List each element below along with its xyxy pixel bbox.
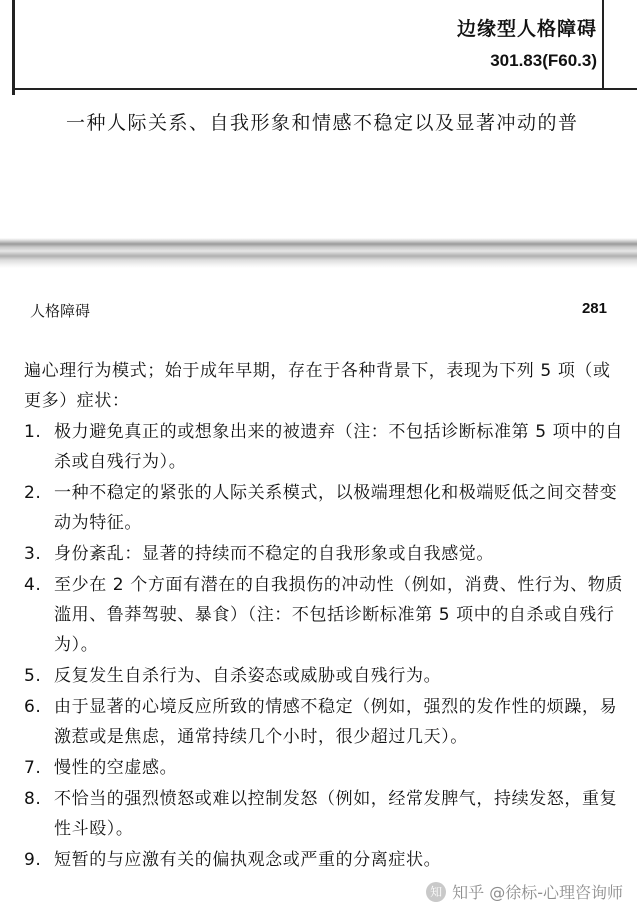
criteria-item-number: 1. xyxy=(24,422,42,442)
intro-text: 一种人际关系、自我形象和情感不稳定以及显著冲动的普 xyxy=(66,112,579,134)
top-page-divider-rule xyxy=(12,88,637,90)
criteria-item xyxy=(24,417,624,477)
watermark-text: 知乎 @徐标-心理咨询师 xyxy=(452,883,623,902)
criteria-item-text: 一种不稳定的紧张的人际关系模式，以极端理想化和极端贬低之间交替变动为特征。 xyxy=(54,483,618,533)
criteria-item-number: 3. xyxy=(24,544,42,564)
criteria-item-text: 至少在 2 个方面有潜在的自我损伤的冲动性（例如，消费、性行为、物质滥用、鲁莽驾驶、暴食）（注：不包括诊断标准第 5 项中的自杀或自残行为）。 xyxy=(54,575,624,655)
top-page-right-rule xyxy=(602,0,604,88)
criteria-item-number: 6. xyxy=(24,697,42,717)
criteria-item-text: 反复发生自杀行为、自杀姿态或威胁或自残行为。 xyxy=(54,666,442,686)
criteria-list xyxy=(24,417,624,875)
criteria-item xyxy=(24,753,624,783)
page-number: 281 xyxy=(581,300,607,317)
continuation-text: 遍心理行为模式；始于成年早期，存在于各种背景下，表现为下列 5 项（或更多）症状： xyxy=(24,361,611,411)
criteria-item-text: 极力避免真正的或想象出来的被遗弃（注：不包括诊断标准第 5 项中的自杀或自残行为）。 xyxy=(54,422,624,472)
running-head: 人格障碍 xyxy=(30,302,91,320)
criteria-item xyxy=(24,661,624,691)
criteria-item xyxy=(24,845,624,875)
criteria-item xyxy=(24,570,624,660)
criteria-item-number: 2. xyxy=(24,483,42,503)
criteria-content xyxy=(24,356,624,875)
criteria-item-text: 身份紊乱：显著的持续而不稳定的自我形象或自我感觉。 xyxy=(54,544,494,564)
criteria-item-text: 不恰当的强烈愤怒或难以控制发怒（例如，经常发脾气，持续发怒，重复性斗殴）。 xyxy=(54,789,618,839)
criteria-item xyxy=(24,478,624,538)
section-title: 边缘型人格障碍 xyxy=(456,18,597,40)
criteria-item-number: 5. xyxy=(24,666,42,686)
zhihu-logo-icon: 知 xyxy=(426,882,446,902)
criteria-item-text: 短暂的与应激有关的偏执观念或严重的分离症状。 xyxy=(54,850,442,870)
criteria-item xyxy=(24,539,624,569)
criteria-item-text: 由于显著的心境反应所致的情感不稳定（例如，强烈的发作性的烦躁，易激惹或是焦虑，通常持续几个小时，很少超过几天）。 xyxy=(54,697,618,747)
criteria-item xyxy=(24,692,624,752)
diagnostic-code: 301.83(F60.3) xyxy=(490,51,597,70)
top-page-left-rule xyxy=(12,0,15,95)
criteria-item-number: 9. xyxy=(24,850,42,870)
criteria-item-number: 7. xyxy=(24,758,42,778)
criteria-item-text: 慢性的空虚感。 xyxy=(54,758,178,778)
criteria-item-number: 4. xyxy=(24,575,42,595)
watermark xyxy=(426,880,623,903)
page-gutter-divider xyxy=(0,238,637,268)
criteria-item xyxy=(24,784,624,844)
criteria-item-number: 8. xyxy=(24,789,42,809)
